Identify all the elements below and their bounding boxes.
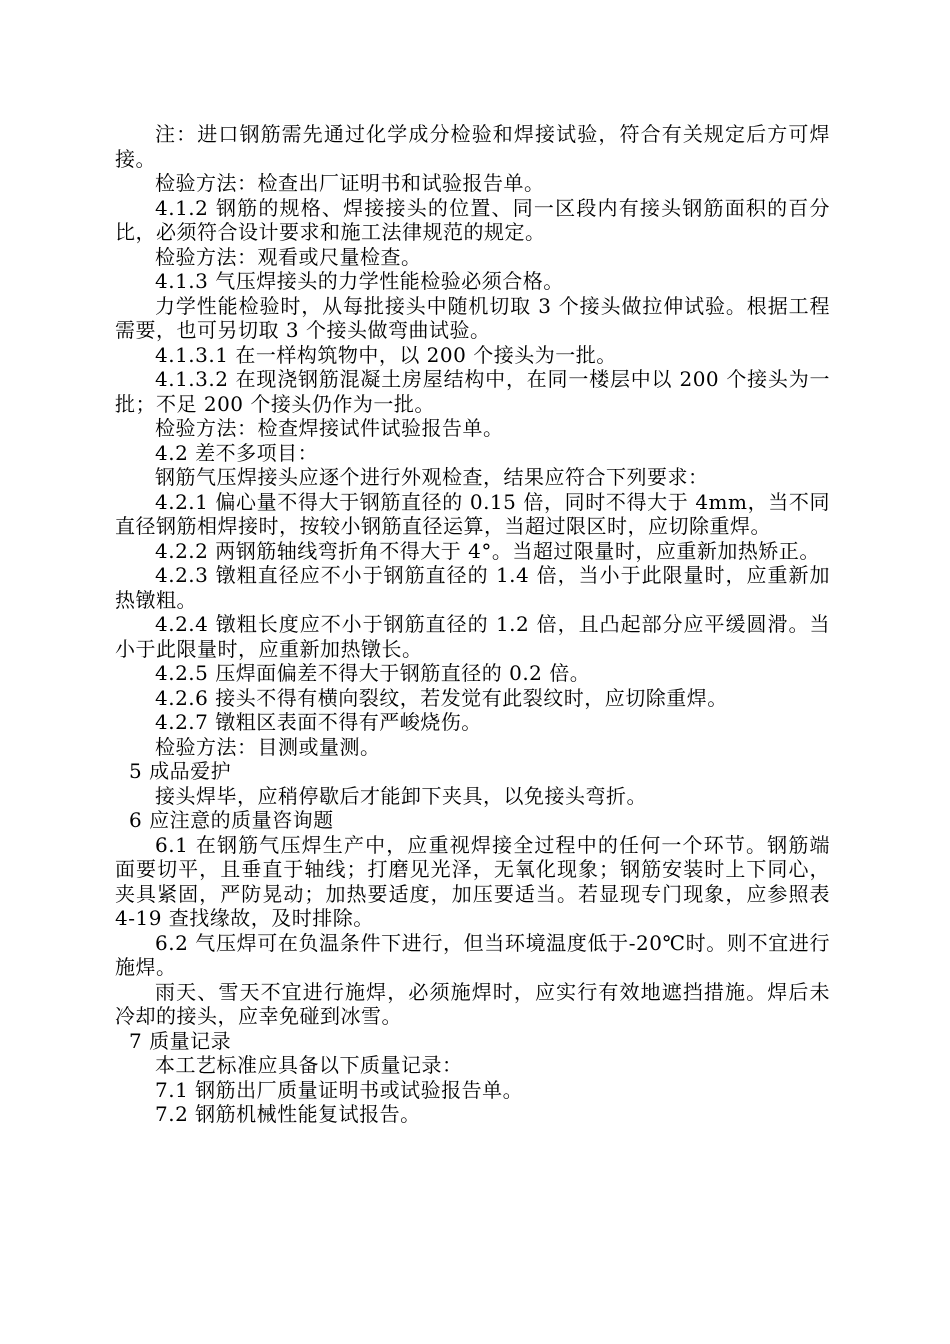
section-4-2-heading: 4.2 差不多项目： [155, 440, 319, 465]
section-5-heading: 5 成品爱护 [129, 759, 232, 783]
inspection-method: 检验方法：目测或量测。 [155, 734, 381, 759]
clause-6-2: 6.2 气压焊可在负温条件下进行，但当环境温度低于-20℃时。则不宜进行施焊。 [115, 930, 830, 979]
inspection-method: 检验方法：检查焊接试件试验报告单。 [155, 416, 504, 440]
clause-4-2-5: 4.2.5 压焊面偏差不得大于钢筋直径的 0.2 倍。 [155, 661, 591, 685]
visual-inspection-paragraph: 钢筋气压焊接头应逐个进行外观检查，结果应符合下列要求： [155, 465, 709, 489]
clause-4-2-2: 4.2.2 两钢筋轴线弯折角不得大于 4°。当超过限量时，应重新加热矫正。 [155, 538, 820, 563]
clause-4-1-2: 4.1.2 钢筋的规格、焊接接头的位置、同一区段内有接头钢筋面积的百分比，必须符合设计要求和施工法律规范的规定。 [115, 195, 830, 244]
weather-paragraph: 雨天、雪天不宜进行施焊，必须施焊时，应实行有效地遮挡措施。焊后未冷却的接头，应幸免碰到冰雪。 [115, 979, 830, 1028]
clause-4-1-3-1: 4.1.3.1 在一样构筑物中，以 200 个接头为一批。 [155, 342, 617, 367]
clause-7-2: 7.2 钢筋机械性能复试报告。 [155, 1102, 421, 1126]
clause-7-1: 7.1 钢筋出厂质量证明书或试验报告单。 [155, 1077, 524, 1102]
clause-4-2-4: 4.2.4 镦粗长度应不小于钢筋直径的 1.2 倍，且凸起部分应平缓圆滑。当小于此限量时，应重新加热镦长。 [115, 612, 830, 661]
quality-records-intro: 本工艺标准应具备以下质量记录： [155, 1053, 463, 1077]
clause-4-2-3: 4.2.3 镦粗直径应不小于钢筋直径的 1.4 倍，当小于此限量时，应重新加热镦粗。 [115, 563, 830, 612]
section-7-heading: 7 质量记录 [129, 1028, 232, 1053]
clause-4-1-3-2: 4.1.3.2 在现浇钢筋混凝土房屋结构中，在同一楼层中以 200 个接头为一批；不足 200 个接头仍作为一批。 [115, 367, 830, 416]
section-6-heading: 6 应注意的质量咨询题 [129, 808, 334, 832]
inspection-method: 检验方法：检查出厂证明书和试验报告单。 [155, 171, 545, 195]
note-import-steel: 注：进口钢筋需先通过化学成分检验和焊接试验，符合有关规定后方可焊接。 [115, 122, 830, 171]
document-body [115, 122, 830, 1127]
product-protection-paragraph: 接头焊毕，应稍停歇后才能卸下夹具，以免接头弯折。 [155, 783, 647, 808]
clause-4-1-3: 4.1.3 气压焊接头的力学性能检验必须合格。 [155, 269, 564, 293]
mechanical-test-paragraph: 力学性能检验时，从每批接头中随机切取 3 个接头做拉伸试验。根据工程需要，也可另切取 3 个接头做弯曲试验。 [115, 293, 830, 342]
inspection-method: 检验方法：观看或尺量检查。 [155, 244, 422, 269]
clause-4-2-1: 4.2.1 偏心量不得大于钢筋直径的 0.15 倍，同时不得大于 4mm，当不同直径钢筋相焊接时，按较小钢筋直径运算，当超过限区时，应切除重焊。 [115, 489, 830, 538]
clause-4-2-7: 4.2.7 镦粗区表面不得有严峻烧伤。 [155, 710, 482, 734]
clause-6-1: 6.1 在钢筋气压焊生产中，应重视焊接全过程中的任何一个环节。钢筋端面要切平，且垂直于轴线；打磨见光泽，无氧化现象；钢筋安装时上下同心，夹具紧固，严防晃动；加热要适度，加压要适当。若显现专门现象，应参照表 4-19 查找缘故，及时排除。 [115, 832, 830, 930]
clause-4-2-6: 4.2.6 接头不得有横向裂纹，若发觉有此裂纹时，应切除重焊。 [155, 685, 728, 710]
